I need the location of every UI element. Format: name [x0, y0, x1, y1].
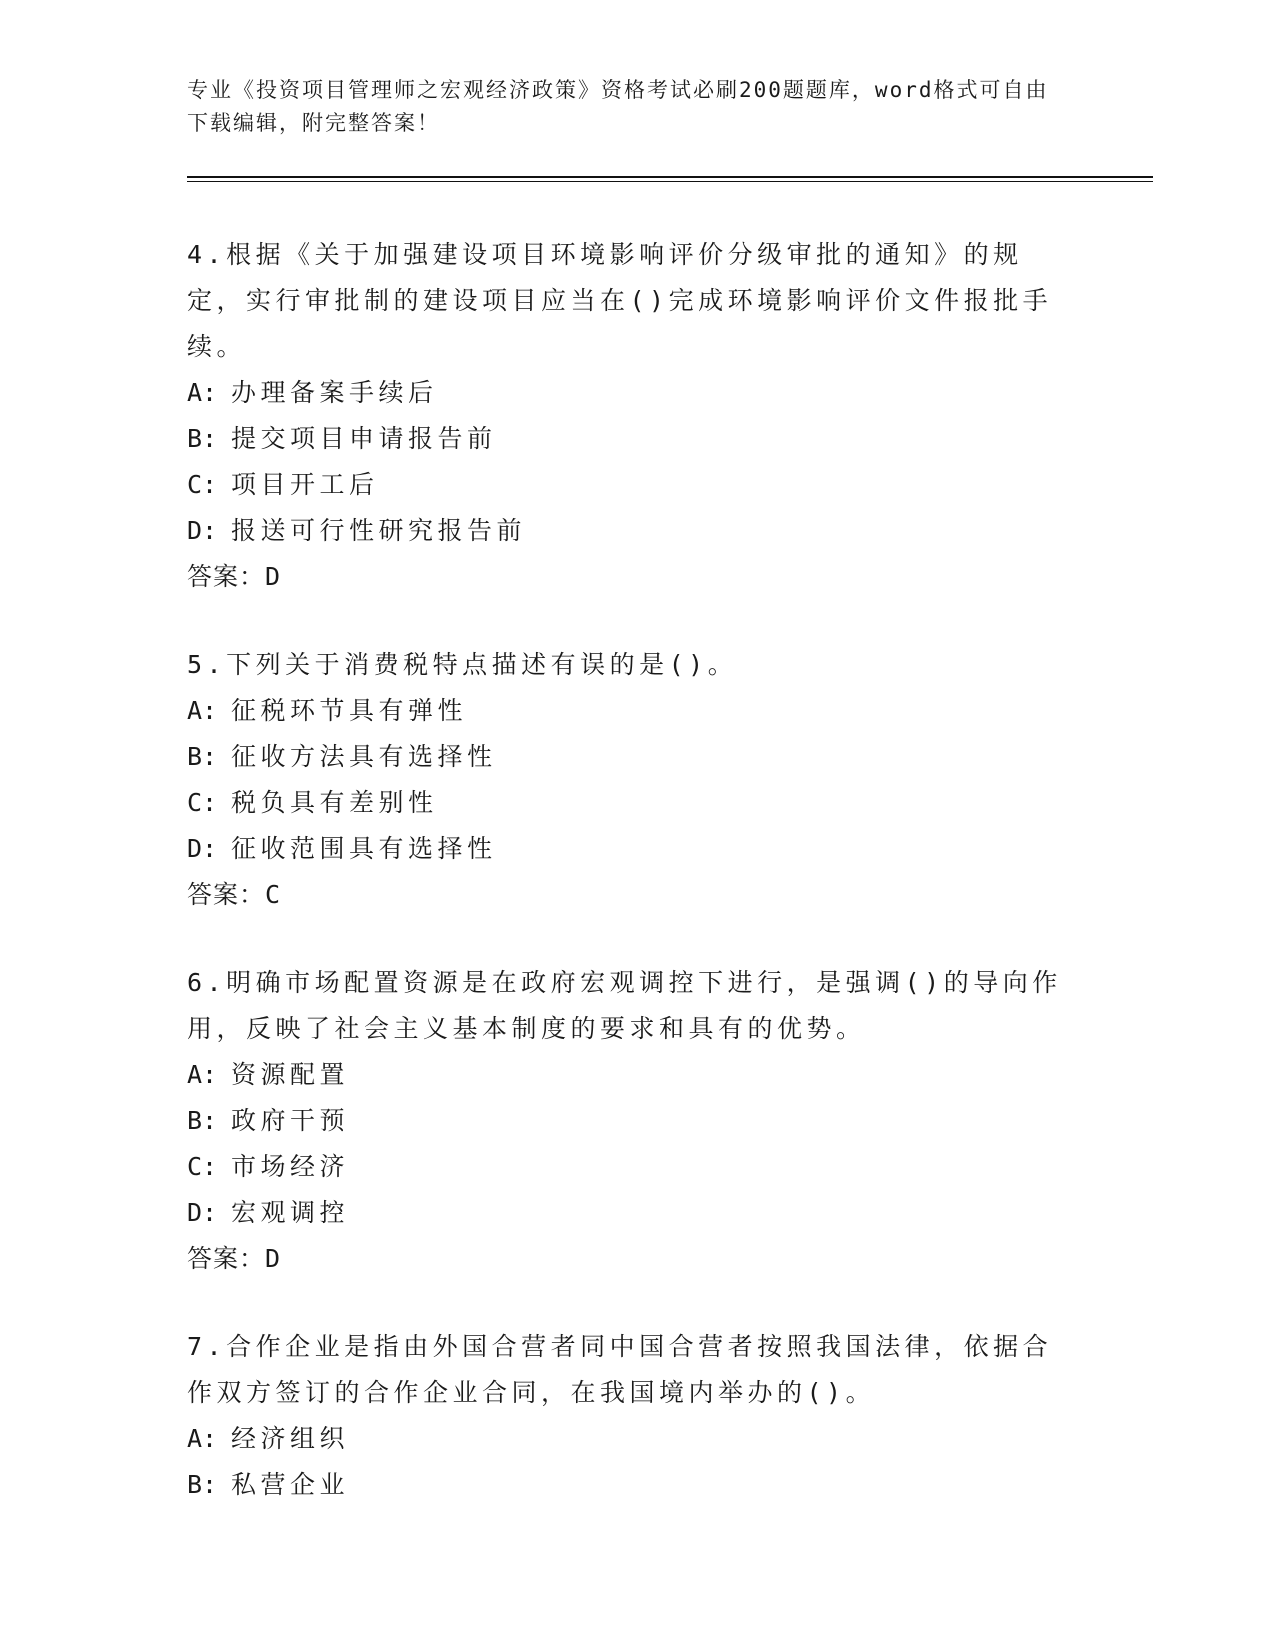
option-letter: C:	[187, 470, 218, 499]
question-stem: 4.根据《关于加强建设项目环境影响评价分级审批的通知》的规定，实行审批制的建设项目应当在()完成环境影响评价文件报批手续。	[187, 240, 1053, 361]
question-stem: 5.下列关于消费税特点描述有误的是()。	[187, 650, 738, 679]
option-letter: C:	[187, 1152, 218, 1181]
option-text: 税负具有差别性	[231, 788, 438, 817]
option-text: 项目开工后	[231, 470, 379, 499]
option-d	[187, 1190, 1067, 1236]
option-text: 私营企业	[231, 1470, 350, 1499]
question-5	[187, 642, 1067, 918]
option-a	[187, 370, 1067, 416]
option-c	[187, 462, 1067, 508]
option-text: 经济组织	[231, 1424, 350, 1453]
question-7	[187, 1324, 1067, 1508]
option-letter: A:	[187, 1060, 218, 1089]
option-letter: B:	[187, 1106, 218, 1135]
option-a	[187, 688, 1067, 734]
question-stem: 7.合作企业是指由外国合营者同中国合营者按照我国法律，依据合作双方签订的合作企业合同，在我国境内举办的()。	[187, 1332, 1053, 1407]
option-letter: B:	[187, 424, 218, 453]
header-divider-thin	[187, 181, 1153, 182]
option-letter: A:	[187, 378, 218, 407]
option-text: 资源配置	[231, 1060, 350, 1089]
document-header: 专业《投资项目管理师之宏观经济政策》资格考试必刷200题题库，word格式可自由下载编辑，附完整答案！	[187, 78, 1049, 135]
question-stem: 6.明确市场配置资源是在政府宏观调控下进行，是强调()的导向作用，反映了社会主义基本制度的要求和具有的优势。	[187, 968, 1062, 1043]
option-b	[187, 416, 1067, 462]
option-text: 政府干预	[231, 1106, 350, 1135]
option-c	[187, 1144, 1067, 1190]
answer-line: 答案：C	[187, 880, 282, 909]
option-text: 提交项目申请报告前	[231, 424, 497, 453]
option-d	[187, 508, 1067, 554]
question-4	[187, 232, 1067, 600]
header-divider	[187, 176, 1153, 178]
option-text: 征收范围具有选择性	[231, 834, 497, 863]
answer-line: 答案：D	[187, 1244, 282, 1273]
option-text: 宏观调控	[231, 1198, 350, 1227]
question-list	[187, 232, 1067, 1550]
option-letter: D:	[187, 1198, 218, 1227]
option-b	[187, 1462, 1067, 1508]
option-c	[187, 780, 1067, 826]
option-letter: B:	[187, 1470, 218, 1499]
option-b	[187, 1098, 1067, 1144]
option-a	[187, 1052, 1067, 1098]
option-letter: A:	[187, 1424, 218, 1453]
option-text: 市场经济	[231, 1152, 350, 1181]
question-6	[187, 960, 1067, 1282]
option-a	[187, 1416, 1067, 1462]
option-text: 办理备案手续后	[231, 378, 438, 407]
option-d	[187, 826, 1067, 872]
option-text: 报送可行性研究报告前	[231, 516, 527, 545]
option-letter: D:	[187, 516, 218, 545]
option-letter: A:	[187, 696, 218, 725]
option-letter: D:	[187, 834, 218, 863]
option-letter: B:	[187, 742, 218, 771]
option-text: 征收方法具有选择性	[231, 742, 497, 771]
option-b	[187, 734, 1067, 780]
option-text: 征税环节具有弹性	[231, 696, 468, 725]
option-letter: C:	[187, 788, 218, 817]
answer-line: 答案：D	[187, 562, 282, 591]
